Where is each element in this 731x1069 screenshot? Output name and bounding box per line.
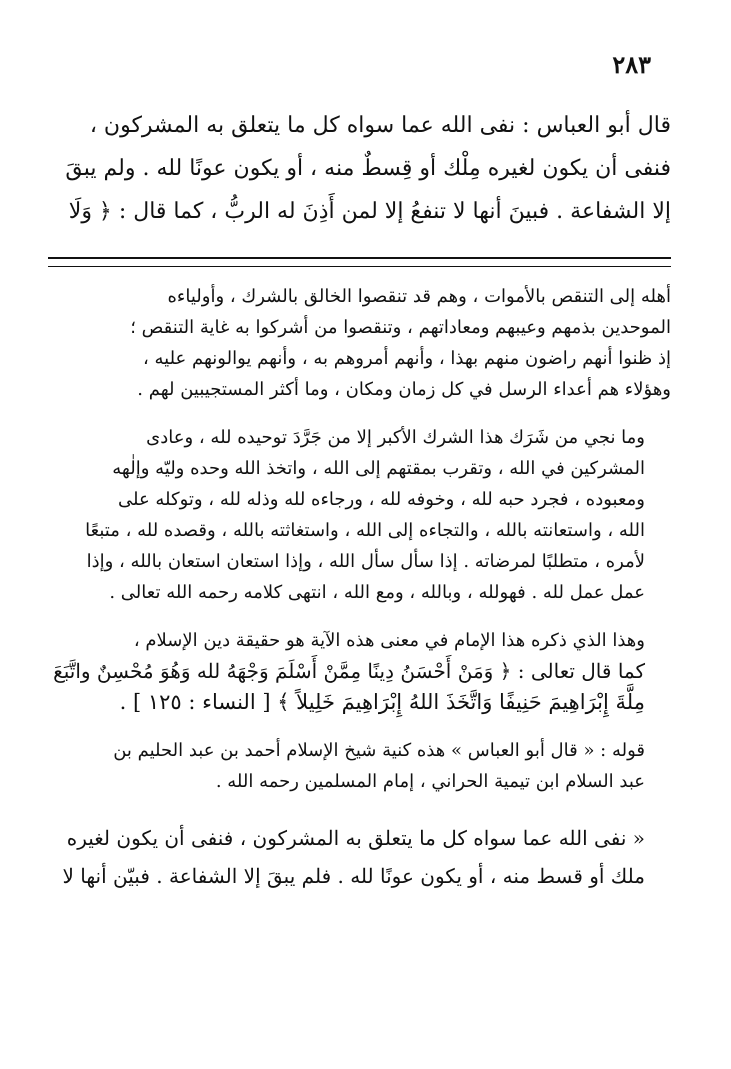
commentary-line: عبد السلام ابن تيمية الحراني ، إمام المسلمين رحمه الله . <box>215 771 645 792</box>
commentary-line: المشركين في الله ، وتقرب بمقتهم إلى الله ، واتخذ الله وحده وليّه وإلٰهه <box>112 458 645 479</box>
quran-verse-line: كما قال تعالى : ﴿ وَمَنْ أَحْسَنُ دِينًا مِمَّنْ أَسْلَمَ وَجْهَهُ لله وَهُوَ مُحْسِنٌ واتَّبَعَ <box>53 659 645 683</box>
double-rule-divider <box>48 257 671 267</box>
quran-verse-line: مِلَّةَ إِبْرَاهِيمَ حَنِيفًا وَاتَّخَذَ اللهُ إِبْرَاهِيمَ خَلِيلاً ﴾ [ النساء : ١٢٥ ] . <box>119 690 645 714</box>
main-text-block <box>48 104 671 233</box>
commentary-line: وهذا الذي ذكره هذا الإمام في معنى هذه الآية هو حقيقة دين الإسلام ، <box>133 630 645 651</box>
commentary-paragraph-1 <box>48 281 671 405</box>
page-number: ٢٨٣ <box>612 50 651 79</box>
commentary-block <box>48 281 671 912</box>
commentary-paragraph-3 <box>48 625 671 718</box>
commentary-line: قوله : « قال أبو العباس » هذه كنية شيخ الإسلام أحمد بن عبد الحليم بن <box>113 740 645 761</box>
main-text-paragraph <box>48 104 671 233</box>
commentary-paragraph-4 <box>48 735 671 797</box>
commentary-line: إذ ظنوا أنهم راضون منهم بهذا ، وأنهم أمروهم به ، وأنهم يوالونهم عليه ، <box>142 348 671 369</box>
commentary-line: ومعبوده ، فجرد حبه لله ، وخوفه لله ، ورجاءه لله وذله لله ، وتوكله على <box>117 489 645 510</box>
commentary-paragraph-2 <box>48 422 671 608</box>
commentary-line: الموحدين بذمهم وعيبهم ومعاداتهم ، وتنقصوا من أشركوا به غاية التنقص ؛ <box>130 317 671 338</box>
commentary-line: ملك أو قسط منه ، أو يكون عونًا لله . فلم يبقَ إلا الشفاعة . فبيّن أنها لا <box>62 864 645 888</box>
commentary-line: الله ، واستعانته بالله ، والتجاءه إلى الله ، واستغاثته بالله ، وقصده لله ، متبعًا <box>85 520 645 541</box>
commentary-line: لأمره ، متطلبًا لمرضاته . إذا سأل سأل الله ، وإذا استعان استعان بالله ، وإذا <box>86 551 645 572</box>
commentary-line: أهله إلى التنقص بالأموات ، وهم قد تنقصوا الخالق بالشرك ، وأولياءه <box>167 286 671 307</box>
main-text-line: قال أبو العباس : نفى الله عما سواه كل ما يتعلق به المشركون ، <box>89 113 671 138</box>
main-text-line: إلا الشفاعة . فبينَ أنها لا تنفعُ إلا لمن أَذِنَ له الربُّ ، كما قال : ﴿ وَلَا <box>68 199 671 224</box>
commentary-line: عمل عمل لله . فهولله ، وبالله ، ومع الله ، انتهى كلامه رحمه الله تعالى . <box>109 582 645 603</box>
commentary-line: وما نجي من شَرَك هذا الشرك الأكبر إلا من جَرَّدَ توحيده لله ، وعادى <box>146 427 645 448</box>
commentary-paragraph-5 <box>48 819 671 895</box>
commentary-line: « نفى الله عما سواه كل ما يتعلق به المشركون ، فنفى أن يكون لغيره <box>66 826 645 850</box>
commentary-line: وهؤلاء هم أعداء الرسل في كل زمان ومكان ، وما أكثر المستجيبين لهم . <box>137 379 671 400</box>
main-text-line: فنفى أن يكون لغيره مِلْك أو قِسطٌ منه ، أو يكون عونًا لله . ولم يبقَ <box>65 156 671 181</box>
